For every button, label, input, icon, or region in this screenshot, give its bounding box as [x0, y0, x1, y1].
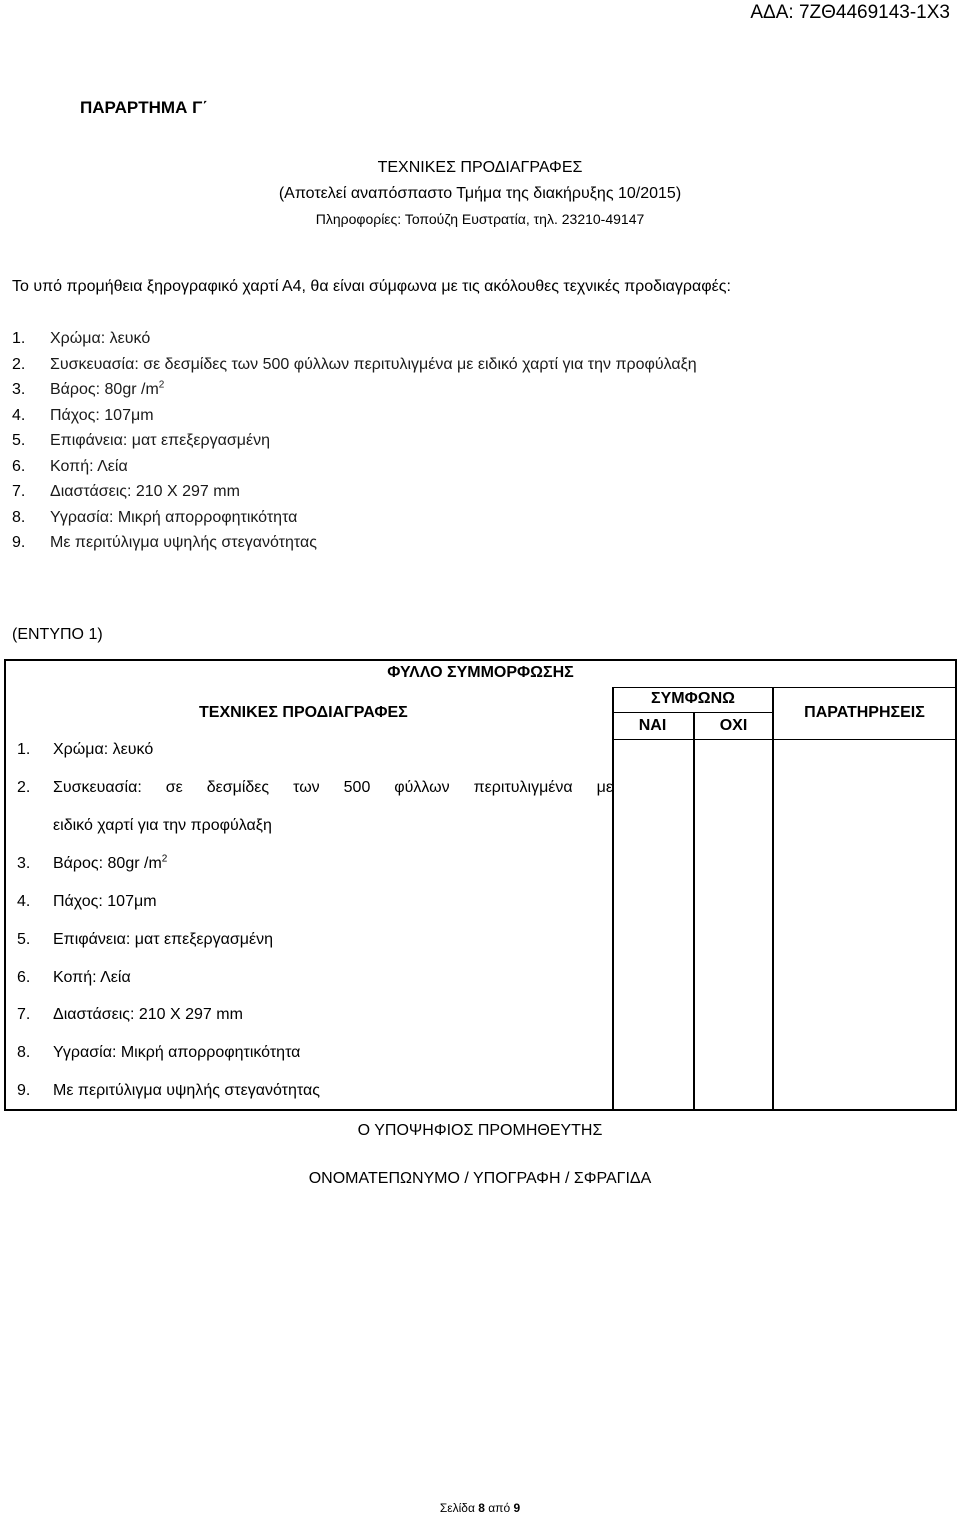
- col-divider-notes: [772, 687, 774, 1111]
- table-row: 3. Βάρος: 80gr $/m^2$: [17, 853, 168, 872]
- table-row: 1. Χρώμα: λευκό: [17, 741, 154, 758]
- table-row: 9. Με περιτύλιγμα υψηλής στεγανότητας: [17, 1082, 320, 1099]
- compliance-table: [4, 659, 957, 1111]
- table-row: 8. Υγρασία: Μικρή απορροφητικότητα: [17, 1044, 301, 1061]
- col-header-agree: ΣΥΜΦΩΝΩ: [651, 690, 735, 707]
- list-item: 3. Βάρος: 80gr $/m^2$: [12, 379, 165, 398]
- col-header-yes: ΝΑΙ: [638, 717, 667, 734]
- header-separator-agree: [612, 712, 774, 713]
- form-label: (ΕΝΤΥΠΟ 1): [12, 626, 103, 643]
- list-item: 9. Με περιτύλιγμα υψηλής στεγανότητας: [12, 534, 317, 551]
- spec-list: [12, 326, 697, 556]
- table-row: 7. Διαστάσεις: 210 Χ 297 mm: [17, 1006, 243, 1023]
- header-separator-top: [612, 687, 957, 688]
- doc-title: ΤΕΧΝΙΚΕΣ ΠΡΟΔΙΑΓΡΑΦΕΣ: [377, 159, 583, 176]
- col-header-specs: ΤΕΧΝΙΚΕΣ ΠΡΟΔΙΑΓΡΑΦΕΣ: [199, 704, 408, 721]
- contact-info: Πληροφορίες: Τοπούζη Ευστρατία, τηλ. 23210-49147: [315, 211, 645, 227]
- table-border-right: [955, 659, 957, 1111]
- page-number: Σελίδα 8 από 9: [439, 1501, 521, 1515]
- list-item: 5. Επιφάνεια: ματ επεξεργασμένη: [12, 432, 271, 449]
- table-row: 2. Συσκευασία: σε δεσμίδες των 500 φύλλων περιτυλιγμένα με: [17, 779, 613, 796]
- table-border-top: [4, 659, 957, 661]
- col-divider-specs: [612, 687, 614, 1111]
- list-item: 7. Διαστάσεις: 210 Χ 297 mm: [12, 483, 240, 500]
- list-item: 4. Πάχος: 107μm: [12, 406, 154, 424]
- col-header-notes: ΠΑΡΑΤΗΡΗΣΕΙΣ: [804, 704, 925, 721]
- signature-line: ΟΝΟΜΑΤΕΠΩΝΥΜΟ / ΥΠΟΓΡΑΦΗ / ΣΦΡΑΓΙΔΑ: [308, 1170, 652, 1187]
- col-divider-yes-no: [693, 713, 695, 1111]
- col-header-no: ΟΧΙ: [719, 717, 748, 734]
- table-row-continuation: ειδικό χαρτί για την προφύλαξη: [53, 817, 272, 834]
- intro-text: Το υπό προμήθεια ξηρογραφικό χαρτί Α4, θα είναι σύμφωνα με τις ακόλουθες τεχνικές προδιαγραφές:: [12, 278, 731, 295]
- list-item: 6. Κοπή: Λεία: [12, 457, 128, 475]
- table-row: 4. Πάχος: 107μm: [17, 893, 157, 910]
- list-item: 8. Υγρασία: Μικρή απορροφητικότητα: [12, 508, 298, 526]
- table-border-left: [4, 659, 6, 1111]
- signature-role: Ο ΥΠΟΨΗΦΙΟΣ ΠΡΟΜΗΘΕΥΤΗΣ: [357, 1122, 603, 1139]
- list-item: 2. Συσκευασία: σε δεσμίδες των 500 φύλλων περιτυλιγμένα με ειδικό χαρτί για την προφύλαξη: [12, 355, 697, 373]
- list-item: 1. Χρώμα: λευκό: [12, 330, 151, 347]
- table-border-bottom: [4, 1109, 957, 1111]
- header-separator-bottom: [612, 739, 957, 740]
- annex-title: ΠΑΡΑΡΤΗΜΑ Γ΄: [80, 98, 208, 117]
- table-row: 6. Κοπή: Λεία: [17, 969, 131, 986]
- ada-code: ΑΔΑ: 7ΖΘ4469143-1Χ3: [750, 2, 950, 23]
- table-title: ΦΥΛΛΟ ΣΥΜΜΟΡΦΩΣΗΣ: [387, 664, 574, 681]
- table-row: 5. Επιφάνεια: ματ επεξεργασμένη: [17, 931, 274, 948]
- doc-subtitle: (Αποτελεί αναπόσπαστο Τμήμα της διακήρυξης 10/2015): [278, 185, 682, 202]
